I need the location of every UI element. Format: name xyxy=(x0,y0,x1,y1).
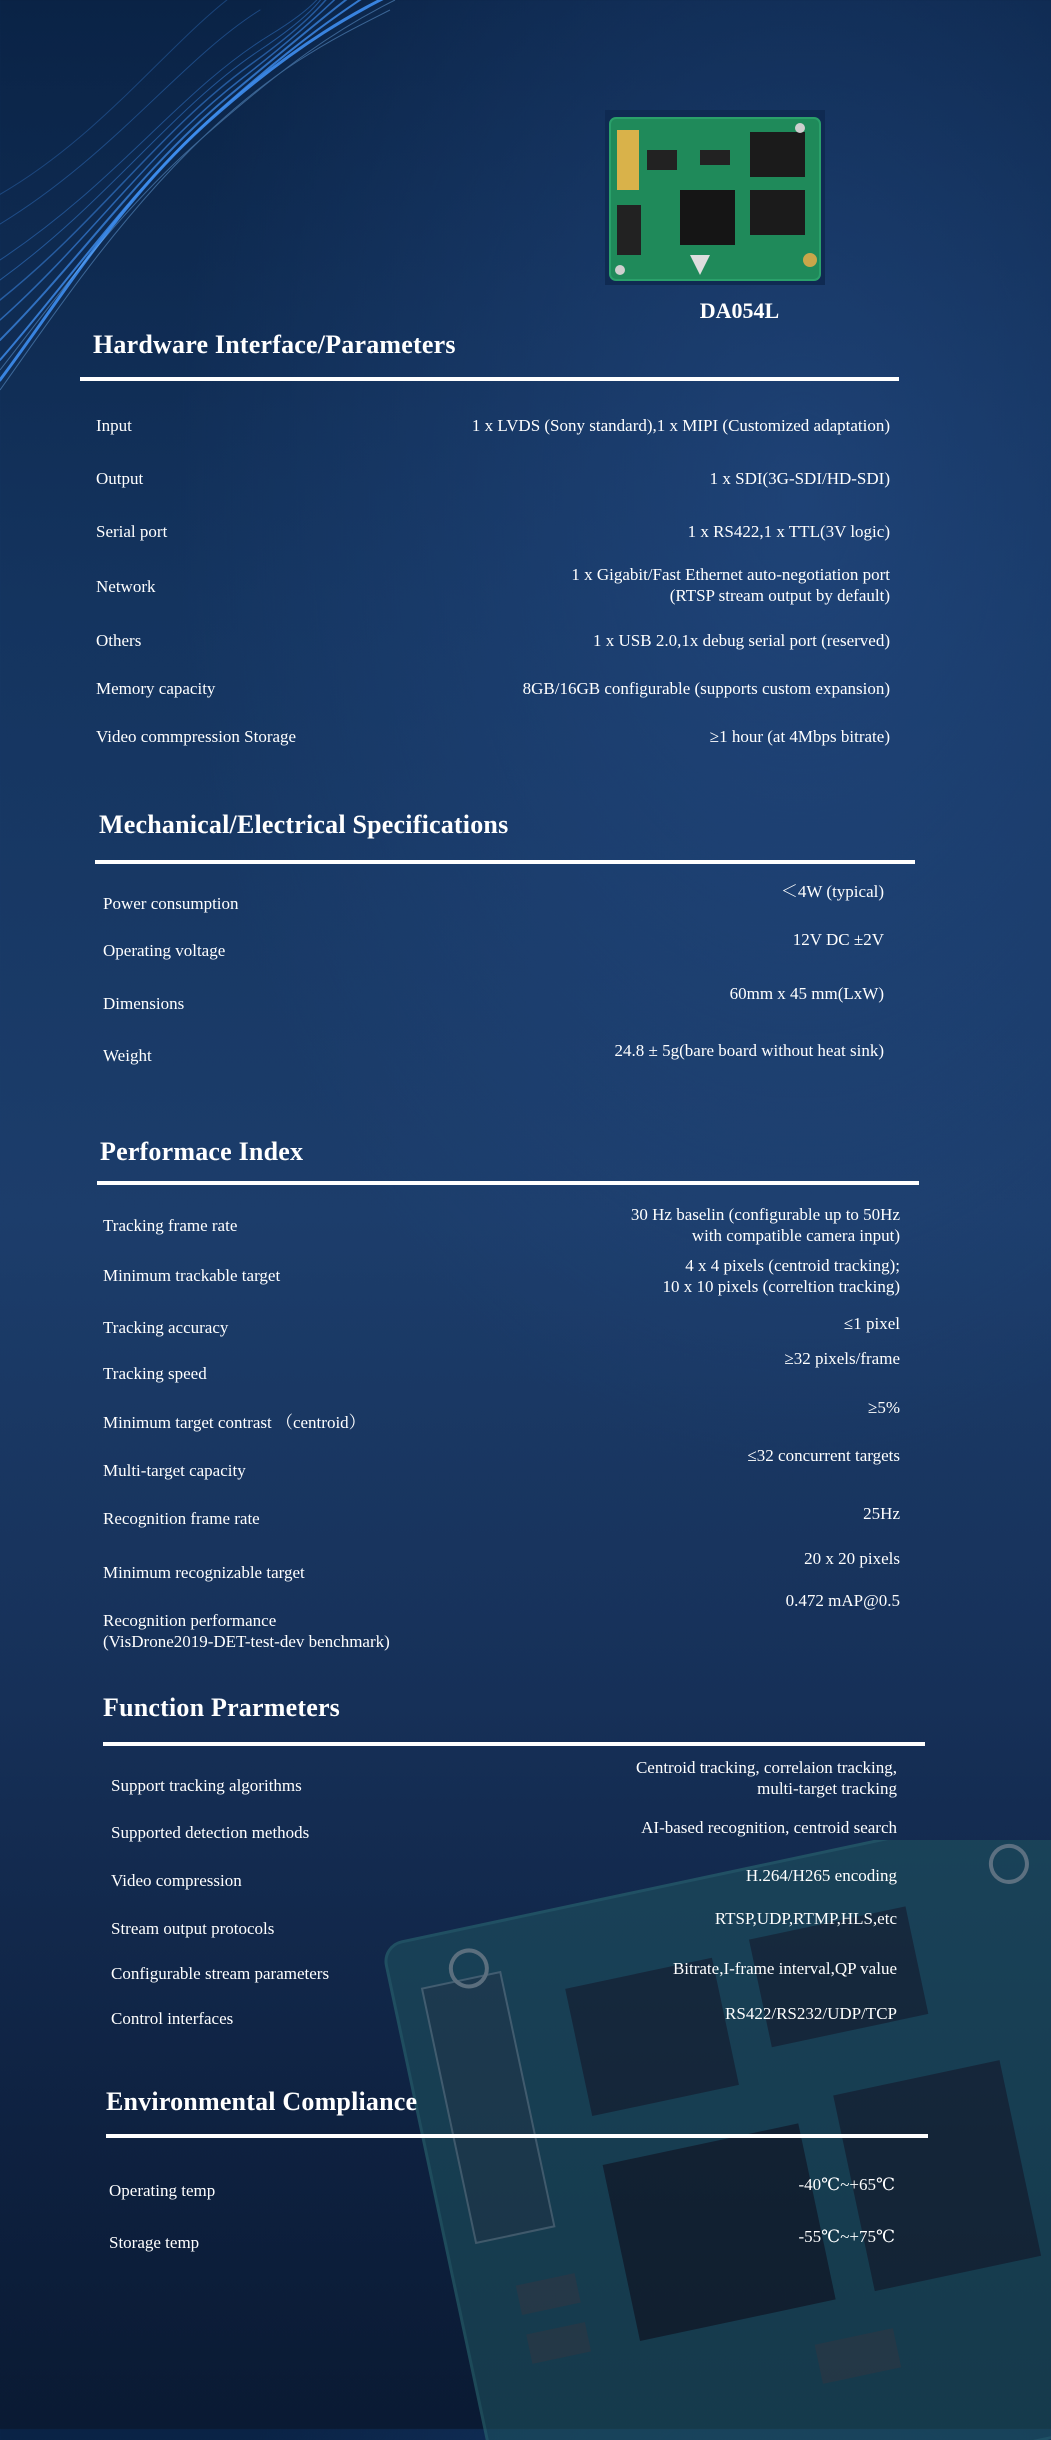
spec-value-tracking-frame-rate xyxy=(631,1204,900,1246)
spec-value-line: Bitrate,I-frame interval,QP value xyxy=(672,1959,897,1978)
spec-value-minimum-recognizable-target xyxy=(804,1548,900,1569)
spec-value-stream-output-protocols xyxy=(715,1908,897,1929)
spec-label-memory-capacity: Memory capacity xyxy=(96,679,216,698)
spec-label-tracking-frame-rate: Tracking frame rate xyxy=(103,1216,238,1235)
spec-value-line: ≥5% xyxy=(868,1398,900,1417)
spec-label-operating-temp: Operating temp xyxy=(109,2181,216,2200)
spec-label-line: Recognition performance xyxy=(103,1611,277,1630)
spec-value-multi-target-capacity xyxy=(747,1445,900,1466)
spec-value-line: RS422/RS232/UDP/TCP xyxy=(725,2004,897,2023)
section-divider xyxy=(106,2134,928,2138)
spec-value-support-tracking-algorithms xyxy=(636,1757,897,1799)
spec-value-others xyxy=(593,630,890,651)
spec-value-line: 20 x 20 pixels xyxy=(804,1549,900,1568)
spec-label-minimum-recognizable-target: Minimum recognizable target xyxy=(103,1563,305,1582)
spec-value-line: 10 x 10 pixels (correltion tracking) xyxy=(662,1277,900,1296)
spec-label-video-commpression-storage: Video commpression Storage xyxy=(96,727,297,746)
spec-value-video-compression xyxy=(746,1865,897,1886)
spec-value-line: 1 x USB 2.0,1x debug serial port (reserved) xyxy=(593,631,890,650)
spec-value-recognition-frame-rate xyxy=(863,1503,900,1524)
spec-value-line: 1 x SDI(3G-SDI/HD-SDI) xyxy=(709,469,890,488)
spec-value-line: 12V DC ±2V xyxy=(792,930,884,949)
spec-value-line: RTSP,UDP,RTMP,HLS,etc xyxy=(714,1909,897,1928)
spec-label-storage-temp: Storage temp xyxy=(109,2233,200,2252)
spec-label-output: Output xyxy=(96,469,144,488)
spec-value-network xyxy=(571,564,890,606)
section-title: Hardware Interface/Parameters xyxy=(93,330,456,359)
spec-value-line: 1 x RS422,1 x TTL(3V logic) xyxy=(687,522,890,541)
spec-label-minimum-target-contrast-centroid: Minimum target contrast （centroid） xyxy=(103,1413,366,1432)
section-divider xyxy=(80,377,899,381)
spec-value-video-commpression-storage xyxy=(710,726,890,747)
spec-value-minimum-target-contrast-centroid xyxy=(868,1397,900,1418)
spec-label-serial-port: Serial port xyxy=(96,522,168,541)
spec-value-line: with compatible camera input) xyxy=(691,1226,900,1245)
section-title: Environmental Compliance xyxy=(106,2087,418,2116)
spec-value-weight xyxy=(615,1040,884,1061)
spec-value-input xyxy=(472,415,890,436)
spec-value-line: H.264/H265 encoding xyxy=(745,1866,897,1885)
spec-value-line: AI-based recognition, centroid search xyxy=(641,1818,897,1837)
section-title: Performace Index xyxy=(100,1137,304,1166)
spec-label-multi-target-capacity: Multi-target capacity xyxy=(103,1461,246,1480)
spec-value-line: 24.8 ± 5g(bare board without heat sink) xyxy=(614,1041,884,1060)
spec-label-configurable-stream-parameters: Configurable stream parameters xyxy=(111,1964,330,1983)
spec-value-tracking-accuracy xyxy=(844,1313,900,1334)
spec-value-control-interfaces xyxy=(725,2003,897,2024)
spec-label-others: Others xyxy=(96,631,142,650)
section-title: Mechanical/Electrical Specifications xyxy=(99,810,509,839)
spec-value-line: 0.472 mAP@0.5 xyxy=(785,1591,900,1610)
spec-label-tracking-speed: Tracking speed xyxy=(103,1364,207,1383)
spec-value-output xyxy=(710,468,890,489)
spec-value-power-consumption xyxy=(781,881,884,902)
spec-label-operating-voltage: Operating voltage xyxy=(103,941,226,960)
spec-value-line: 60mm x 45 mm(LxW) xyxy=(729,984,884,1003)
spec-label-recognition-frame-rate: Recognition frame rate xyxy=(103,1509,260,1528)
spec-value-line: ≤1 pixel xyxy=(843,1314,900,1333)
section-divider xyxy=(103,1742,925,1746)
spec-label-input: Input xyxy=(96,416,132,435)
spec-value-line: 1 x LVDS (Sony standard),1 x MIPI (Customized adaptation) xyxy=(471,416,890,435)
section-title: Function Prarmeters xyxy=(103,1693,341,1722)
spec-value-recognition-performance xyxy=(786,1590,900,1611)
spec-value-line: Centroid tracking, correlaion tracking, xyxy=(635,1758,897,1777)
spec-value-operating-temp xyxy=(799,2174,895,2195)
spec-value-configurable-stream-parameters xyxy=(673,1958,897,1979)
product-name: DA054L xyxy=(699,298,780,323)
spec-label-supported-detection-methods: Supported detection methods xyxy=(111,1823,310,1842)
spec-value-tracking-speed xyxy=(784,1348,900,1369)
spec-value-dimensions xyxy=(730,983,884,1004)
spec-value-line: ≥1 hour (at 4Mbps bitrate) xyxy=(709,727,890,746)
spec-value-line: ≤32 concurrent targets xyxy=(747,1446,900,1465)
spec-value-minimum-trackable-target xyxy=(663,1255,900,1297)
spec-label-control-interfaces: Control interfaces xyxy=(111,2009,234,2028)
spec-label-dimensions: Dimensions xyxy=(103,994,185,1013)
spec-value-line: (RTSP stream output by default) xyxy=(669,586,890,605)
spec-label-tracking-accuracy: Tracking accuracy xyxy=(103,1318,229,1337)
spec-label-power-consumption: Power consumption xyxy=(103,894,239,913)
spec-label-weight: Weight xyxy=(103,1046,152,1065)
section-divider xyxy=(95,860,915,864)
spec-value-storage-temp xyxy=(799,2226,895,2247)
spec-value-memory-capacity xyxy=(523,678,890,699)
spec-value-line: 8GB/16GB configurable (supports custom expansion) xyxy=(522,679,890,698)
spec-label-support-tracking-algorithms: Support tracking algorithms xyxy=(111,1776,302,1795)
spec-value-operating-voltage xyxy=(793,929,884,950)
spec-label-video-compression: Video compression xyxy=(111,1871,242,1890)
spec-value-supported-detection-methods xyxy=(641,1817,897,1838)
spec-value-line: multi-target tracking xyxy=(757,1779,897,1798)
spec-label-line: (VisDrone2019-DET-test-dev benchmark) xyxy=(103,1632,390,1651)
spec-value-line: 1 x Gigabit/Fast Ethernet auto-negotiation port xyxy=(571,565,890,584)
product-board-image xyxy=(605,110,825,285)
spec-value-line: ≥32 pixels/frame xyxy=(784,1349,900,1368)
spec-value-line: 25Hz xyxy=(863,1504,900,1523)
spec-label-recognition-performance xyxy=(103,1610,390,1652)
spec-label-minimum-trackable-target: Minimum trackable target xyxy=(103,1266,281,1285)
section-divider xyxy=(97,1181,919,1185)
spec-value-line: -40℃~+65℃ xyxy=(798,2175,895,2194)
spec-value-line: ＜4W (typical) xyxy=(780,882,884,901)
spec-value-serial-port xyxy=(688,521,890,542)
spec-label-stream-output-protocols: Stream output protocols xyxy=(111,1919,275,1938)
spec-value-line: 4 x 4 pixels (centroid tracking); xyxy=(685,1256,900,1275)
spec-value-line: 30 Hz baselin (configurable up to 50Hz xyxy=(630,1205,900,1224)
background-circuit-board-image xyxy=(370,1840,1051,2440)
spec-label-network: Network xyxy=(96,577,156,596)
spec-value-line: -55℃~+75℃ xyxy=(798,2227,895,2246)
